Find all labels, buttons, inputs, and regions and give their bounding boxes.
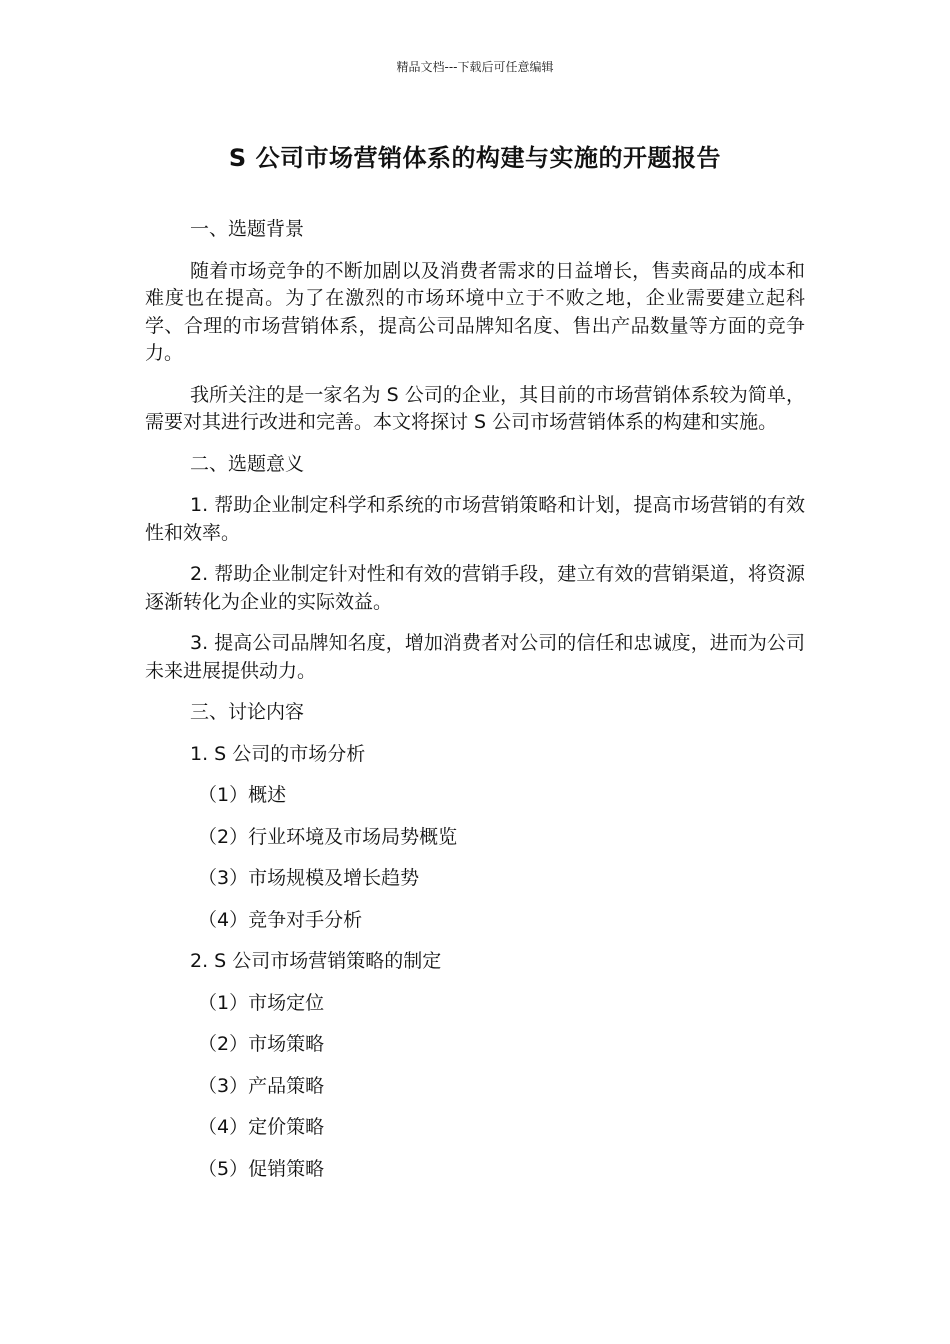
subsection-heading-market-analysis: 1. S 公司的市场分析 bbox=[190, 742, 366, 765]
significance-item-3: 3. 提高公司品牌知名度，增加消费者对公司的信任和忠诚度，进而为公司未来进展提供动力。 bbox=[145, 632, 805, 682]
list-item: （5）促销策略 bbox=[198, 1157, 325, 1180]
list-item: （4）竞争对手分析 bbox=[198, 908, 363, 931]
section-heading-content: 三、讨论内容 bbox=[190, 701, 305, 723]
paragraph-background-2: 我所关注的是一家名为 S 公司的企业，其目前的市场营销体系较为简单，需要对其进行改进和完善。本文将探讨 S 公司市场营销体系的构建和实施。 bbox=[145, 383, 805, 433]
list-item: （2）市场策略 bbox=[198, 1033, 325, 1055]
page-header: 精品文档---下载后可任意编辑 bbox=[396, 60, 554, 74]
list-item: （3）市场规模及增长趋势 bbox=[198, 867, 420, 889]
document-title: S 公司市场营销体系的构建与实施的开题报告 bbox=[228, 144, 722, 172]
section-heading-background: 一、选题背景 bbox=[190, 218, 305, 240]
list-item: （4）定价策略 bbox=[198, 1116, 325, 1138]
paragraph-background-1: 随着市场竞争的不断加剧以及消费者需求的日益增长，售卖商品的成本和难度也在提高。为了在激烈的市场环境中立于不败之地，企业需要建立起科学、合理的市场营销体系，提高公司品牌知名度、售出产品数量等方面的竞争力。 bbox=[145, 259, 805, 364]
list-item: （1）概述 bbox=[198, 784, 287, 806]
document-body bbox=[145, 216, 805, 1197]
significance-item-1: 1. 帮助企业制定科学和系统的市场营销策略和计划，提高市场营销的有效性和效率。 bbox=[145, 494, 805, 544]
significance-item-2: 2. 帮助企业制定针对性和有效的营销手段，建立有效的营销渠道，将资源逐渐转化为企业的实际效益。 bbox=[145, 563, 805, 613]
list-item: （1）市场定位 bbox=[198, 991, 325, 1014]
list-item: （3）产品策略 bbox=[198, 1074, 325, 1097]
list-item: （2）行业环境及市场局势概览 bbox=[198, 825, 458, 848]
subsection-heading-strategy: 2. S 公司市场营销策略的制定 bbox=[190, 950, 442, 972]
section-heading-significance: 二、选题意义 bbox=[190, 452, 305, 475]
